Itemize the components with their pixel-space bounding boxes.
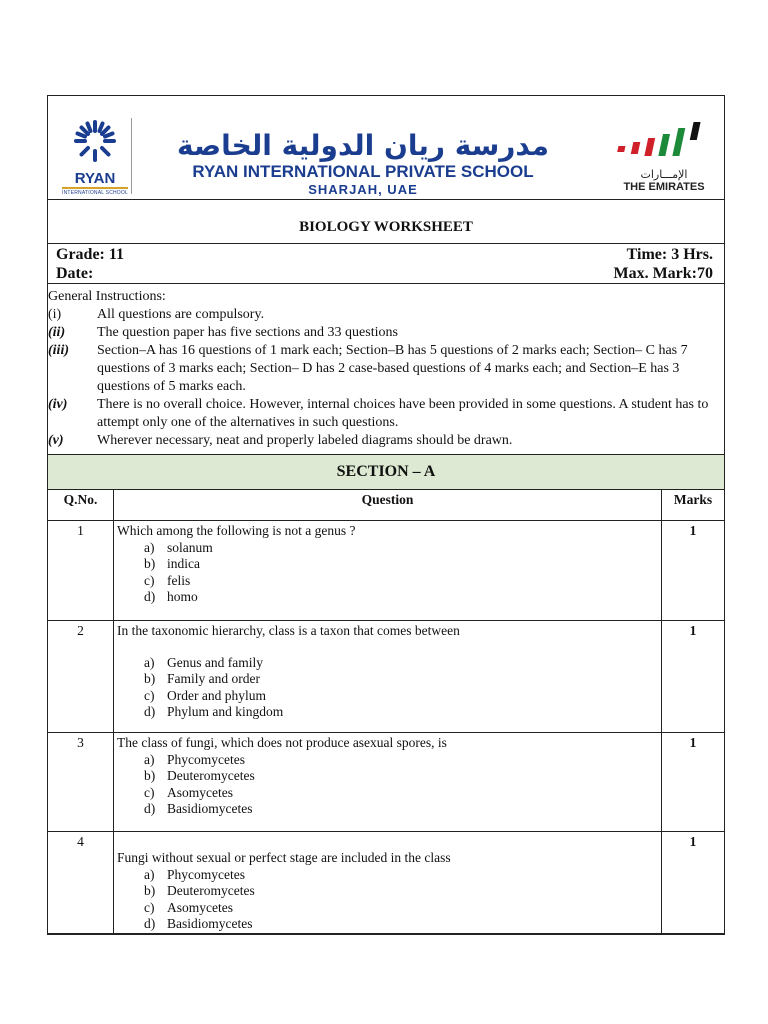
emirates-logo — [614, 120, 714, 192]
option-label: d) — [144, 589, 156, 604]
instruction-text: All questions are compulsory. — [97, 307, 265, 322]
question-number: 3 — [48, 733, 114, 832]
school-location: SHARJAH, UAE — [308, 182, 418, 197]
question-number: 2 — [48, 621, 114, 733]
header-question: Question — [114, 490, 662, 521]
header-qno: Q.No. — [48, 490, 114, 521]
option-text: Genus and family — [167, 654, 263, 670]
option-text: Family and order — [167, 671, 260, 686]
option-text: Phycomycetes — [167, 866, 245, 882]
school-title-block — [158, 129, 568, 198]
title-row — [48, 200, 724, 244]
table-row — [48, 733, 724, 832]
option-text: indica — [167, 556, 200, 571]
instruction-number: (i) — [48, 307, 62, 322]
question-marks: 1 — [662, 521, 725, 621]
ryan-logo — [62, 116, 128, 194]
option-text: Order and phylum — [167, 687, 266, 703]
option-label: a) — [144, 654, 155, 670]
sunburst-icon — [70, 116, 120, 166]
option-item — [144, 589, 661, 606]
emirates-arabic: الإمـــارات — [640, 168, 688, 181]
instruction-number: (v) — [48, 433, 64, 448]
option-label: d) — [144, 704, 156, 719]
option-label: a) — [144, 751, 155, 767]
options-list — [114, 655, 661, 721]
instruction-item — [48, 396, 724, 432]
option-label: b) — [144, 671, 156, 686]
instruction-text: There is no overall choice. However, internal choices have been provided in some questions. A student has to attempt only one of the alternatives in such questions. — [97, 397, 709, 430]
question-text: The class of fungi, which does not produce asexual spores, is — [117, 735, 447, 750]
option-item — [144, 573, 661, 590]
questions-body — [48, 521, 724, 934]
question-number: 4 — [48, 832, 114, 934]
option-text: homo — [167, 589, 198, 604]
option-text: solanum — [167, 539, 213, 555]
question-cell — [114, 621, 662, 733]
option-text: Deuteromycetes — [167, 883, 255, 898]
question-text: Which among the following is not a genus ? — [117, 523, 356, 538]
general-instructions — [48, 284, 724, 455]
option-text: Asomycetes — [167, 784, 233, 800]
section-a-title: SECTION – A — [48, 455, 724, 490]
option-text: Basidiomycetes — [167, 801, 253, 816]
school-header — [48, 96, 724, 200]
school-name-arabic: مدرسة ريان الدولية الخاصة — [177, 129, 549, 162]
option-label: a) — [144, 539, 155, 555]
option-item — [144, 752, 661, 769]
question-text: In the taxonomic hierarchy, class is a taxon that comes between — [117, 623, 460, 638]
header-marks: Marks — [662, 490, 725, 521]
instruction-number: (iv) — [48, 397, 68, 412]
option-text: Asomycetes — [167, 899, 233, 915]
instruction-number: (iii) — [48, 343, 69, 358]
instructions-list — [48, 306, 724, 450]
options-list — [114, 540, 661, 606]
emirates-bars-icon — [616, 120, 712, 164]
option-text: felis — [167, 572, 191, 588]
option-label: c) — [144, 687, 155, 703]
option-item — [144, 768, 661, 785]
table-header-row — [48, 490, 724, 521]
question-text: Fungi without sexual or perfect stage are included in the class — [117, 850, 451, 865]
option-text: Basidiomycetes — [167, 916, 253, 931]
question-marks: 1 — [662, 621, 725, 733]
question-cell — [114, 733, 662, 832]
instruction-item — [48, 342, 724, 396]
school-name: RYAN INTERNATIONAL PRIVATE SCHOOL — [192, 162, 534, 181]
instruction-text: The question paper has five sections and 33 questions — [97, 325, 398, 340]
instruction-text: Wherever necessary, neat and properly labeled diagrams should be drawn. — [97, 433, 513, 448]
option-item — [144, 540, 661, 557]
time-label: Time: 3 Hrs. — [626, 246, 713, 263]
question-cell — [114, 521, 662, 621]
option-label: d) — [144, 916, 156, 931]
grade-label: Grade: 11 — [56, 246, 124, 263]
option-item — [144, 867, 661, 884]
max-mark-label: Max. Mark:70 — [613, 265, 713, 282]
options-list — [114, 752, 661, 818]
questions-table — [48, 490, 724, 934]
options-list — [114, 867, 661, 933]
option-item — [144, 801, 661, 818]
instructions-heading: General Instructions: — [48, 289, 166, 304]
option-text: Phycomycetes — [167, 751, 245, 767]
option-label: b) — [144, 768, 156, 783]
option-text: Deuteromycetes — [167, 768, 255, 783]
meta-row — [48, 244, 724, 284]
instruction-item — [48, 432, 724, 450]
option-label: c) — [144, 899, 155, 915]
date-label: Date: — [56, 265, 94, 282]
option-item — [144, 900, 661, 917]
option-item — [144, 671, 661, 688]
option-label: b) — [144, 883, 156, 898]
option-label: a) — [144, 866, 155, 882]
logo-name: RYAN — [74, 170, 116, 187]
instruction-item — [48, 306, 724, 324]
instruction-number: (ii) — [48, 325, 66, 340]
option-item — [144, 556, 661, 573]
option-label: c) — [144, 572, 155, 588]
question-cell — [114, 832, 662, 934]
option-item — [144, 704, 661, 721]
table-row — [48, 621, 724, 733]
question-marks: 1 — [662, 832, 725, 934]
option-item — [144, 655, 661, 672]
table-row — [48, 832, 724, 934]
question-number: 1 — [48, 521, 114, 621]
option-item — [144, 916, 661, 933]
option-label: d) — [144, 801, 156, 816]
option-item — [144, 785, 661, 802]
option-text: Phylum and kingdom — [167, 704, 284, 719]
option-item — [144, 883, 661, 900]
emirates-english: THE EMIRATES — [623, 181, 705, 193]
worksheet-title: BIOLOGY WORKSHEET — [299, 219, 473, 235]
option-label: c) — [144, 784, 155, 800]
option-label: b) — [144, 556, 156, 571]
instruction-text: Section–A has 16 questions of 1 mark each; Section–B has 5 questions of 2 marks each; Section– C has 7 questions of 3 marks each; Section– D has 2 case-based questions of 4 marks each; and Section–E has 3 questions of 5 marks each. — [97, 343, 688, 394]
option-item — [144, 688, 661, 705]
worksheet-page — [47, 95, 725, 935]
header-divider — [131, 118, 132, 194]
logo-subtitle: INTERNATIONAL SCHOOL — [62, 187, 128, 196]
question-marks: 1 — [662, 733, 725, 832]
instruction-item — [48, 324, 724, 342]
table-row — [48, 521, 724, 621]
